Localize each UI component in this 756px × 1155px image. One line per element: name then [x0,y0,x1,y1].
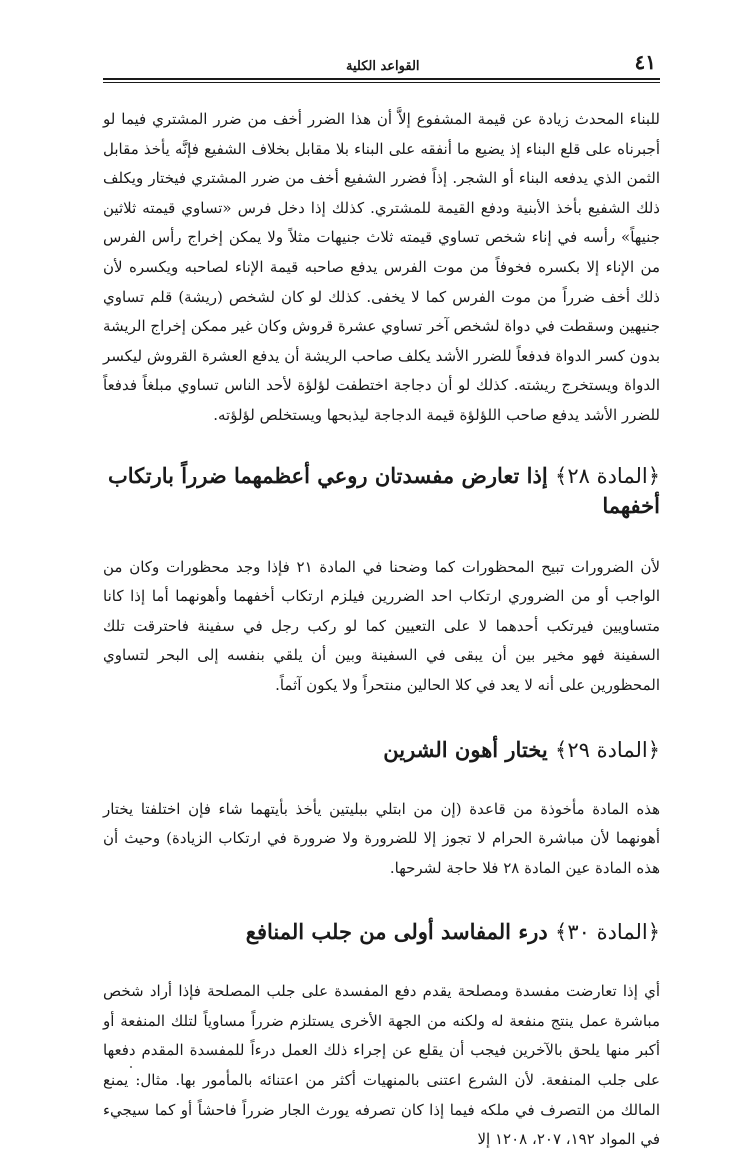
paragraph-4: أي إذا تعارضت مفسدة ومصلحة يقدم دفع المفسدة على جلب المصلحة فإذا أراد شخص مباشرة عمل ينتج منفعة له ولكنه من الجهة الأخرى يستلزم ضرراً مساوياً لتلك المنفعة أو أكبر منها يلحق بالآخرين فيجب أن يقلع عن إجراء ذلك العمل درءاً للمفسدة المقدم دفعها على جلب المنفعة. لأن الشرع اعتنى بالمنهيات أكثر من اعتنائه بالمأمور بها. مثال: يمنع المالك من التصرف في ملكه فيما إذا كان تصرفه يورث الجار ضرراً فاحشاً أو كما سيجيء في المواد ١٩٢، ٢٠٧، ١٢٠٨ إلا [103,982,660,1149]
page-number: ٤١ [634,50,656,74]
paragraph-1: للبناء المحدث زيادة عن قيمة المشفوع إلاَّ أن هذا الضرر أخف من ضرر المشتري فيما لو أجبرناه على قلع البناء إذ يضيع ما أنفقه على البناء بلا مقابل بخلاف الشفيع فإنَّه يأخذ مقابل الثمن الذي يدفعه البناء أو الشجر. إذاً فضرر الشفيع أخف من ضرر المشتري فيختار ويكلف ذلك الشفيع بأخذ الأبنية ودفع القيمة للمشتري. كذلك إذا دخل فرس «تساوي قيمته ثلاثين جنيهاً» رأسه في إناء شخص تساوي قيمته ثلاث جنيهات مثلاً ولا يمكن إخراج رأس الفرس من الإناء إلا بكسره فخوفاً من موت الفرس يدفع صاحبه قيمة الإناء لصاحبه ويكسره لأن ذلك أخف ضرراً من موت الفرس كما لا يخفى. كذلك لو كان لشخص (ريشة) قلم تساوي جنيهين وسقطت في دواة لشخص آخر تساوي عشرة قروش وكان غير ممكن إخراج الريشة بدون كسر الدواة فدفعاً للضرر الأشد يكلف صاحب الريشة أن يدفع العشرة القروش ليكسر الدواة ويستخرج ريشته. كذلك لو أن دجاجة اختطفت لؤلؤة لأحد الناس تساوي مبلغاً فدفعاً للضرر الأشد يدفع صاحب اللؤلؤة قيمة الدجاجة ليذبحها ويستخلص لؤلؤته. [103,110,661,424]
article-29-number: ﴿المادة ٢٩﴾ [555,737,660,762]
article-30-number: ﴿المادة ٣٠﴾ [555,920,660,945]
article-28-heading [103,461,660,521]
article-29-heading [103,735,660,765]
header-rule-thin [103,82,660,83]
header-rule-thick [103,78,660,80]
running-title: القواعد الكلية [346,59,420,74]
footer-dot [130,1066,132,1068]
article-29-title: يختار أهون الشرين [383,736,548,762]
paragraph-2: لأن الضرورات تبيح المحظورات كما وضحنا في المادة ٢١ فإذا وجد محظورات وكان من الواجب أو من الضروري ارتكاب احد الضررين فيلزم ارتكاب أخفهما وأهونهما أما إذا كانا متساويين فيرتكب أحدهما لا على التعيين كما لو ركب رجل في سفينة فاحترقت تلك السفينة فهو مخير بين أن يبقى في السفينة وبين أن يلقي بنفسه إلى البحر لتساوي المحظورين على أنه لا يعد في كلا الحالين منتحراً ولا يكون آثماً. [103,557,661,694]
article-30-title: درء المفاسد أولى من جلب المنافع [245,919,548,945]
paragraph-3: هذه المادة مأخوذة من قاعدة (إن من ابتلي ببليتين يأخذ بأيتهما شاء فإن اختلفتا يختار أهونهما لأن مباشرة الحرام لا تجوز إلا للضرورة ولا ضرورة في ارتكاب الزيادة) وحيث أن هذه المادة عين المادة ٢٨ فلا حاجة لشرحها. [103,799,660,877]
page-header [103,50,660,74]
article-28-title: إذا تعارض مفسدتان روعي أعظمهما ضرراً بارتكاب أخفهما [107,462,660,518]
article-30-heading [103,917,660,947]
article-28-number: ﴿المادة ٢٨﴾ [555,463,660,488]
